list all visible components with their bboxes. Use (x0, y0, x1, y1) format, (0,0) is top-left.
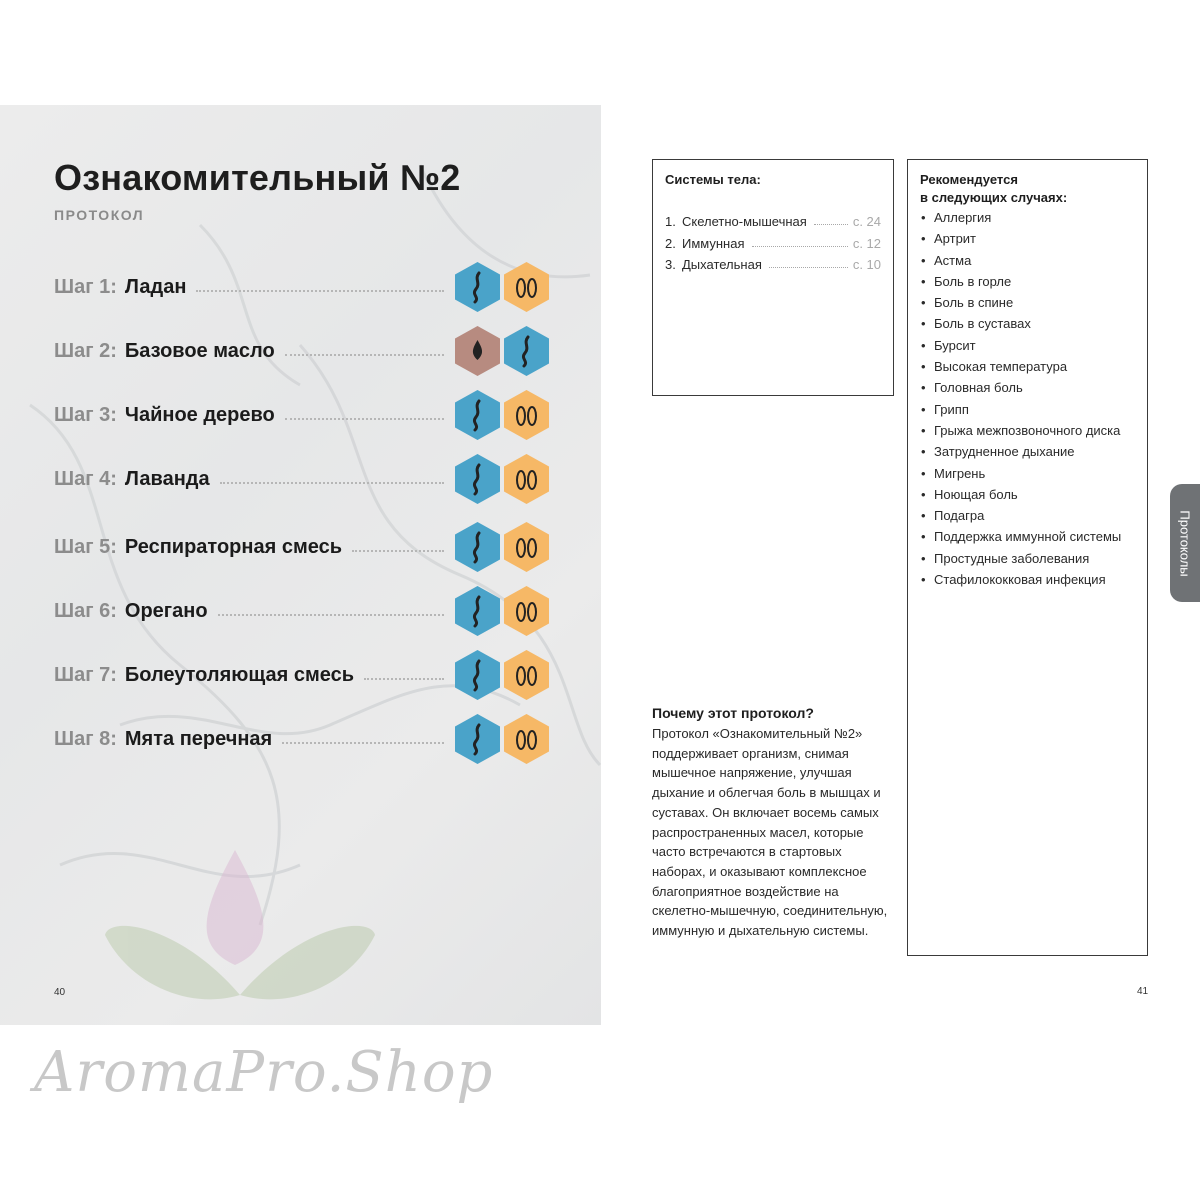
body-system-name: Скелетно-мышечная (682, 214, 807, 230)
step-row (54, 390, 550, 440)
recommended-box (907, 159, 1148, 956)
body-system-number: 1. (665, 214, 676, 230)
recommended-item: • Бурсит (920, 337, 1135, 355)
step-icons (454, 453, 550, 505)
spine-icon (454, 453, 501, 505)
step-icons (454, 585, 550, 637)
feet-icon (503, 649, 550, 701)
body-systems-title: Системы тела: (665, 172, 761, 187)
feet-icon (503, 521, 550, 573)
step-icons (454, 649, 550, 701)
recommended-item: • Затрудненное дыхание (920, 443, 1135, 461)
step-leader-dots (282, 742, 444, 744)
step-number: Шаг 3: (54, 403, 117, 426)
spine-icon (454, 389, 501, 441)
step-leader-dots (285, 354, 444, 356)
step-number: Шаг 4: (54, 467, 117, 490)
feet-icon (503, 713, 550, 765)
body-system-page: с. 10 (852, 257, 881, 273)
feet-icon (503, 585, 550, 637)
step-number: Шаг 5: (54, 535, 117, 558)
step-oil-name: Орегано (124, 599, 208, 622)
step-oil-name: Ладан (124, 275, 187, 298)
step-number: Шаг 6: (54, 599, 117, 622)
recommended-item: • Боль в суставах (920, 315, 1135, 333)
recommended-item: • Боль в горле (920, 273, 1135, 291)
step-row (54, 714, 550, 764)
step-leader-dots (364, 678, 444, 680)
recommended-item: • Аллергия (920, 209, 1135, 227)
step-leader-dots (352, 550, 444, 552)
step-number: Шаг 7: (54, 663, 117, 686)
step-oil-name: Лаванда (124, 467, 210, 490)
why-text: Протокол «Ознакомительный №2» поддерживает организм, снимая мышечное напряжение, улучшая дыхание и облегчая боль в мышцах и суставах. Он включает восемь самых распространенных масел, которые часто встречаются в стартовых наборах, и оказывают комплексное благоприятное воздействие на скелетно-мышечную, соединительную, иммунную и дыхательную системы. (652, 726, 888, 939)
spine-icon (454, 261, 501, 313)
watermark-logo (105, 850, 375, 999)
body-system-dots (752, 246, 848, 247)
spine-icon (454, 521, 501, 573)
step-row (54, 650, 550, 700)
body-system-name: Дыхательная (682, 257, 762, 273)
spine-icon (454, 585, 501, 637)
spine-icon (454, 713, 501, 765)
body-system-number: 2. (665, 235, 676, 251)
watermark-text: AromaPro.Shop (34, 1040, 494, 1105)
left-page (0, 105, 601, 1025)
feet-icon (503, 389, 550, 441)
why-title: Почему этот протокол? (652, 705, 814, 721)
recommended-item: • Простудные заболевания (920, 550, 1135, 568)
recommended-item: • Артрит (920, 230, 1135, 248)
body-system-item (665, 233, 881, 255)
body-system-dots (814, 224, 848, 225)
step-oil-name: Респираторная смесь (124, 535, 343, 558)
step-row (54, 326, 550, 376)
step-row (54, 454, 550, 504)
spine-icon (503, 325, 550, 377)
body-system-item (665, 211, 881, 233)
feet-icon (503, 453, 550, 505)
step-leader-dots (220, 482, 444, 484)
step-oil-name: Болеутоляющая смесь (124, 663, 355, 686)
step-row (54, 586, 550, 636)
recommended-item: • Астма (920, 252, 1135, 270)
recommended-list (920, 209, 1135, 589)
step-icons (454, 325, 550, 377)
body-system-item (665, 254, 881, 276)
body-system-number: 3. (665, 257, 676, 273)
side-tab-label: Протоколы (1177, 509, 1193, 577)
step-number: Шаг 2: (54, 339, 117, 362)
recommended-item: • Стафилококковая инфекция (920, 571, 1135, 589)
step-row (54, 262, 550, 312)
recommended-title-line1: Рекомендуется (920, 172, 1018, 187)
step-leader-dots (285, 418, 444, 420)
spine-icon (454, 649, 501, 701)
body-system-page: с. 12 (852, 235, 881, 251)
body-systems-box (652, 159, 894, 396)
step-icons (454, 389, 550, 441)
step-icons (454, 521, 550, 573)
page-number-right: 41 (1137, 986, 1149, 997)
recommended-item: • Высокая температура (920, 358, 1135, 376)
body-system-dots (769, 267, 848, 268)
recommended-item: • Поддержка иммунной системы (920, 528, 1135, 546)
side-tab-protocols[interactable] (1170, 484, 1200, 602)
step-leader-dots (218, 614, 444, 616)
step-icons (454, 261, 550, 313)
recommended-item: • Грипп (920, 401, 1135, 419)
recommended-item: • Боль в спине (920, 294, 1135, 312)
step-number: Шаг 8: (54, 727, 117, 750)
page-title: Ознакомительный №2 (54, 157, 461, 198)
recommended-item: • Подагра (920, 507, 1135, 525)
step-oil-name: Мята перечная (124, 727, 273, 750)
step-leader-dots (196, 290, 444, 292)
step-number: Шаг 1: (54, 275, 117, 298)
body-system-name: Иммунная (682, 235, 745, 251)
step-row (54, 522, 550, 572)
recommended-title (920, 171, 1135, 207)
page-subtitle: ПРОТОКОЛ (54, 207, 145, 223)
body-systems-list (665, 211, 881, 276)
drop-icon (454, 325, 501, 377)
step-icons (454, 713, 550, 765)
recommended-title-line2: в следующих случаях: (920, 190, 1068, 205)
step-oil-name: Базовое масло (124, 339, 275, 362)
recommended-item: • Головная боль (920, 379, 1135, 397)
feet-icon (503, 261, 550, 313)
recommended-item: • Ноющая боль (920, 486, 1135, 504)
recommended-item: • Грыжа межпозвоночного диска (920, 422, 1135, 440)
recommended-item: • Мигрень (920, 465, 1135, 483)
page-number-left: 40 (54, 987, 66, 998)
step-oil-name: Чайное дерево (124, 403, 275, 426)
body-system-page: с. 24 (852, 214, 881, 230)
why-section (652, 705, 897, 941)
